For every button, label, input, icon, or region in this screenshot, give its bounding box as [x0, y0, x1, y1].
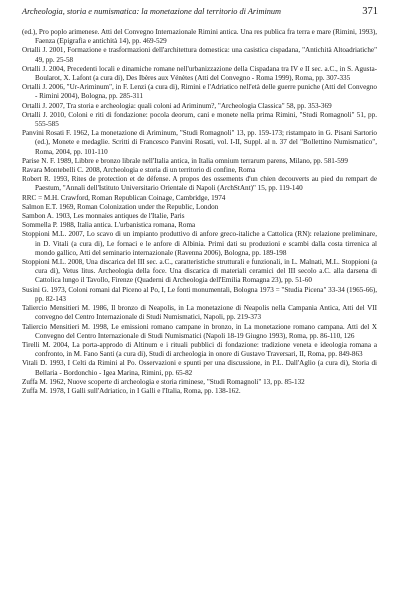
reference-entry: Ortalli J. 2004, Precedenti locali e dinamiche romane nell'urbanizzazione della Cispadana tra IV e II sec. a.C., in S. Agusta-Boularot, X. Lafont (a cura di), Des Ibères aux Vénètes (Atti del Convegno - Roma 1999), Roma, pp. 307-335	[22, 64, 377, 83]
reference-entry: Parise N. F. 1989, Libbre e bronzo librale nell'Italia antica, in Italia omnium terrarum parens, Milano, pp. 581-599	[22, 156, 348, 165]
reference-entry: Taliercio Mensitieri M. 1998, Le emissioni romano campane in bronzo, in La monetazione romano campana. Atti del X Convegno del Centro Internazionale di Studi Numismatici (Napoli 18-19 Giugno 1993), Roma, pp. 86-110, 126	[22, 322, 377, 340]
page-number: 371	[362, 6, 378, 17]
reference-entry: Stoppioni M.L. 2008, Una discarica del III sec. a.C., caratteristiche strutturali e funzionali, in L. Malnati, M.L. Stoppioni (a cura di), Vetus litus. Archeologia della foce. Una discarica di materiali ceramici del III secolo a.C. alla darsena di Cattolica lungo il Tavollo, Firenze (Quaderni di Archeologia dell'Emilia Romagna 23), pp. 51-60	[22, 258, 377, 285]
reference-entry: Salmon E.T. 1969, Roman Colonization under the Republic, London	[22, 202, 219, 211]
page-header	[22, 6, 378, 22]
reference-entry: Sambon A. 1903, Les monnaies antiques de l'Italie, Paris	[22, 212, 185, 221]
reference-entry: Ortalli J. 2006, "Ur-Ariminum", in F. Lenzi (a cura di), Rimini e l'Adriatico nell'età delle guerre puniche (Atti del Convegno - Rimini 2004), Bologna, pp. 285-311	[22, 83, 377, 101]
reference-entry: Stoppioni M.L. 2007, Lo scavo di un impianto produttivo di anfore greco-italiche a Cattolica (RN): relazione preliminare, in D. Vitali (a cura di), Le fornaci e le anfore di Albinia. Primi dati su produzioni e scambi dalla costa tirrenica al mondo gallico, Atti del seminario internazionale (Ravenna 2006), Bologna, pp. 189-198	[22, 230, 377, 257]
reference-entry: Robert R. 1993, Rites de protection et de défense. A propos des ossements d'un chien decouverts au pied du rempart de Paestum, "Annali dell'Istituto Universitario Orientale di Napoli (ArchStAnt)" 15, pp. 119-140	[22, 175, 377, 193]
bibliography-list	[22, 28, 377, 396]
reference-entry: Ortalli J. 2010, Coloni e riti di fondazione: pocola deorum, cani e monete nella prima Rimini, "Studi Romagnoli" 51, pp. 555-585	[22, 110, 377, 129]
reference-entry: Taliercio Mensitieri M. 1986, Il bronzo di Neapolis, in La monetazione di Neapolis nella Campania Antica, Atti del VII convegno del Centro Internazionale di Studi Numismatici, Napoli, pp. 219-373	[22, 304, 377, 322]
running-title: Archeologia, storia e numismatica: la monetazione dal territorio di Ariminum	[22, 7, 282, 16]
reference-entry: Tirelli M. 2004, La porta-approdo di Altinum e i rituali pubblici di fondazione: tradizione veneta e ideologia romana a confronto, in M. Fano Santi (a cura di), Studi di archeologia in onore di Gustavo Traversari, II, Roma, pp. 849-863	[22, 340, 377, 359]
reference-entry: Zuffa M. 1978, I Galli sull'Adriatico, in I Galli e l'Italia, Roma, pp. 138-162.	[22, 386, 241, 395]
reference-entry: (ed.), Pro poplo arimenese. Atti del Convegno Internazionale Rimini antica. Una res publica fra terra e mare (Rimini, 1993), Faenza (Epigrafia e antichità 14), pp. 469-529	[22, 28, 377, 46]
reference-entry: Susini G. 1973, Coloni romani dal Piceno al Po, I, Le fonti monumentali, Bologna 1973 = "Studia Picena" 33-34 (1965-66), pp. 82-143	[22, 285, 377, 303]
reference-entry: Sommella P. 1988, Italia antica. L'urbanistica romana, Roma	[22, 221, 196, 230]
reference-entry: Ravara Montebelli C. 2008, Archeologia e storia di un territorio di confine, Roma	[22, 166, 256, 175]
reference-entry: Ortalli J. 2007, Tra storia e archeologia: quali coloni ad Ariminum?, "Archeologia Classica" 58, pp. 353-369	[22, 101, 332, 110]
reference-entry: Vitali D. 1993, I Celti da Rimini al Po. Osservazioni e spunti per una discussione, in P.L. Dall'Aglio (a cura di), Storia di Bellaria - Bordonchio - Igea Marina, Rimini, pp. 65-82	[22, 359, 377, 377]
reference-entry: RRC = M.H. Crawford, Roman Republican Coinage, Cambridge, 1974	[22, 193, 226, 202]
reference-entry: Zuffa M. 1962, Nuove scoperte di archeologia e storia riminese, "Studi Romagnoli" 13, pp. 85-132	[22, 377, 305, 386]
reference-entry: Panvini Rosati F. 1962, La monetazione di Ariminum, "Studi Romagnoli" 13, pp. 159-173; ristampato in G. Pisani Sartorio (ed.), Monete e medaglie. Scritti di Francesco Panvini Rosati, vol. I-II, Suppl. al n. 37 del "Bollettino Numismatico", Roma, 2004, pp. 101-110	[22, 129, 377, 156]
reference-entry: Ortalli J. 2001, Formazione e trasformazioni dell'architettura domestica: una casistica cispadana, "Antichità Altoadriatiche" 49, pp. 25-58	[22, 46, 377, 64]
